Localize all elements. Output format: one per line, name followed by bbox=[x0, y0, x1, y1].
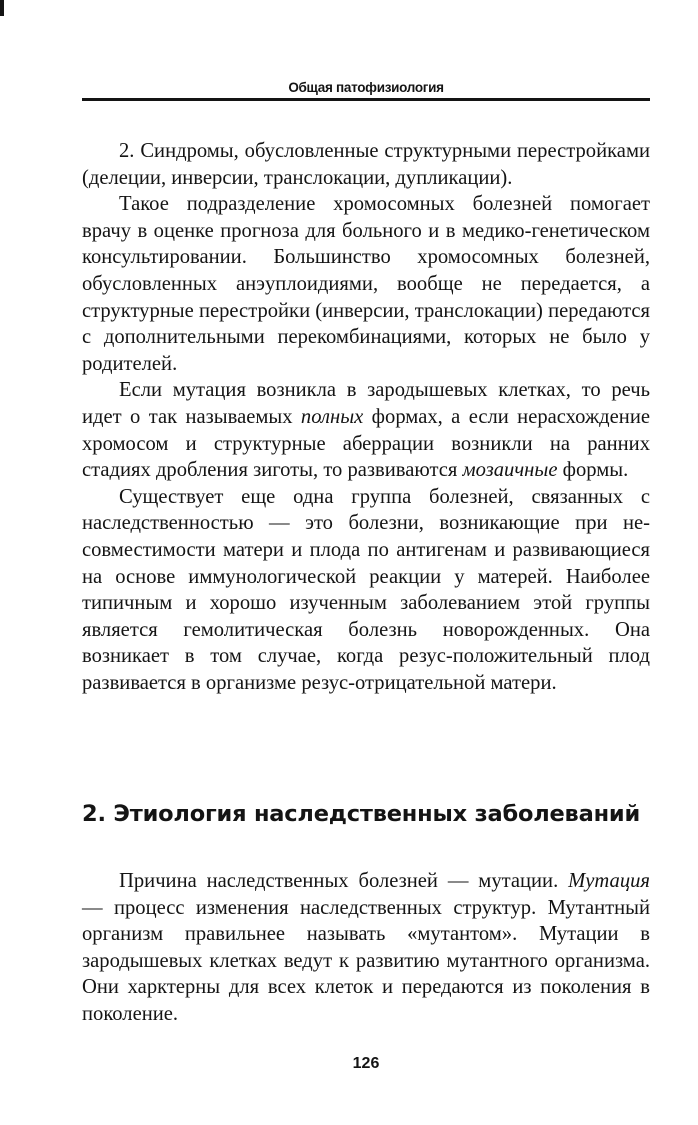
text-run: 2. Синдромы, обусловленные структурными перестройками (делеции, инверсии, транслокации, дупликации). bbox=[82, 140, 650, 189]
text-run: Существует еще одна группа болезней, связанных с наследственностью — это болезни, возникающие при несовместимости матери и плода по антигенам и развивающиеся на основе иммунологической реакции у матерей. Наиболее типичным и хорошо изученным заболеванием этой группы является гемолитическая болезнь новорожденных. Она возникает в том случае, когда резус-положительный плод развивается в организме резус-отрицательной матери. bbox=[82, 485, 650, 694]
italic-term: мозаичные bbox=[462, 459, 558, 482]
page-number: 126 bbox=[352, 1055, 380, 1072]
text-run: Такое подразделение хромосомных болезней помогает врачу в оценке прогноза для больного и в медико-генетическом консультировании. Большинство хромосомных болезней, обусловленных анэуплоидиями, вообще не передается, а структурные перестройки (инверсии, транслокации) передаются с дополнительными перекомбинациями, которых не было у родителей. bbox=[82, 193, 650, 375]
text-run: формы. bbox=[557, 459, 629, 482]
section-heading: 2. Этиология наследственных заболеваний bbox=[82, 801, 641, 827]
italic-term: Мутация bbox=[568, 870, 650, 892]
body-text-top bbox=[82, 138, 650, 696]
text-run: Если мутация возникла в зародышевых клетках, то речь идет о так называемых bbox=[82, 379, 650, 428]
paragraph bbox=[82, 868, 650, 1028]
paragraph bbox=[82, 484, 650, 697]
scan-corner-mark bbox=[0, 0, 4, 16]
paragraph bbox=[82, 138, 650, 191]
text-run: — процесс изменения наследственных структур. Мутантный организм правильнее называть «мутантом». Мутации в зародышевых клетках ведут к развитию мутантного организма. Они харктерны для всех клеток и передаются из поколения в поколение. bbox=[82, 896, 650, 1025]
running-header: Общая патофизиология bbox=[288, 80, 444, 95]
text-run: Причина наследственных болезней — мутации. bbox=[119, 870, 569, 892]
text-run: формах, а если нерасхождение хромосом и структурные аберрации возникли на ранних стадиях дробления зиготы, то развиваются bbox=[82, 405, 650, 482]
header-rule bbox=[82, 98, 650, 101]
body-text-bottom bbox=[82, 868, 650, 1028]
paragraph bbox=[82, 191, 650, 377]
italic-term: полных bbox=[300, 405, 364, 428]
paragraph bbox=[82, 377, 650, 483]
